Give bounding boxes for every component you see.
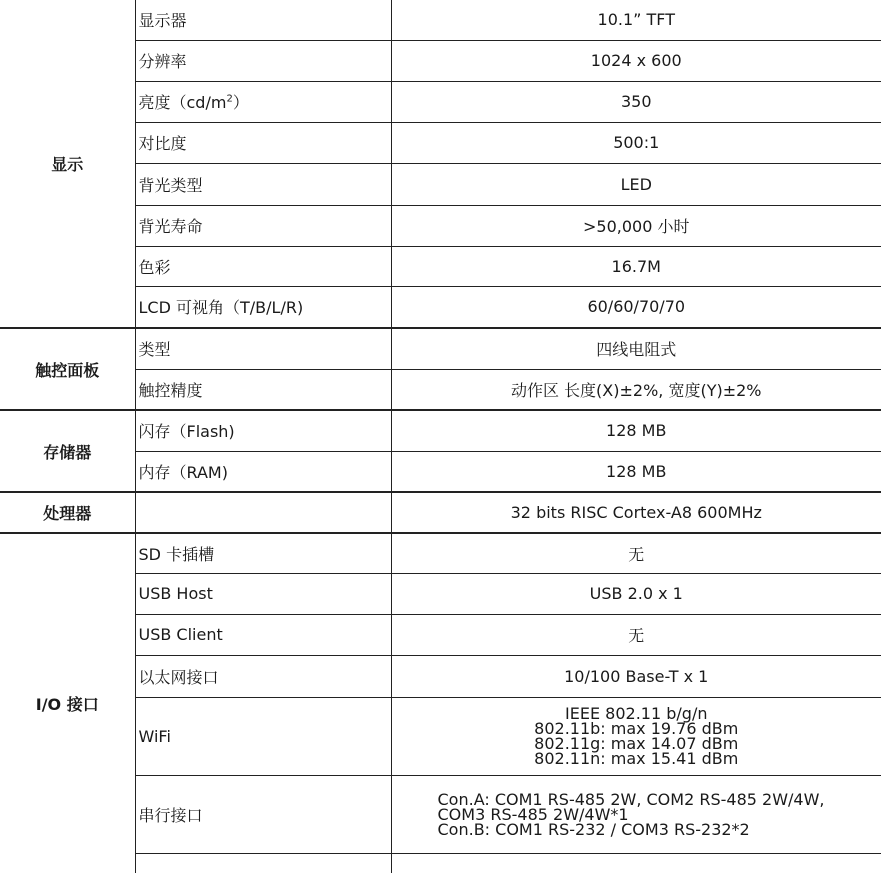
spec-key: 以太网接口 [135, 655, 391, 697]
spec-key: 闪存（Flash) [135, 410, 391, 451]
serial-line: Con.A: COM1 RS-485 2W, COM2 RS-485 2W/4W, [438, 792, 881, 807]
spec-key: WiFi [135, 697, 391, 775]
wifi-line: 802.11b: max 19.76 dBm [392, 721, 881, 736]
spec-value: 无 [391, 533, 881, 573]
spec-value: 无 [391, 614, 881, 655]
spec-row-flash [0, 410, 881, 451]
spec-key: 类型 [135, 328, 391, 369]
spec-key: 背光类型 [135, 163, 391, 205]
serial-line: COM3 RS-485 2W/4W*1 [438, 807, 881, 822]
wifi-line: 802.11g: max 14.07 dBm [392, 736, 881, 751]
spec-row-display-panel [0, 0, 881, 40]
spec-key: 对比度 [135, 122, 391, 163]
key-end: ） [233, 93, 249, 112]
spec-key: USB Client [135, 614, 391, 655]
spec-value: 四线电阻式 [391, 328, 881, 369]
spec-value: 1024 x 600 [391, 40, 881, 81]
spec-row-touch-type [0, 328, 881, 369]
category-processor: 处理器 [0, 492, 135, 533]
key-main: 亮度（cd/m [139, 93, 227, 112]
spec-key: 显示器 [135, 0, 391, 40]
spec-value-serial [391, 775, 881, 853]
spec-key: SD 卡插槽 [135, 533, 391, 573]
spec-value: >50,000 小时 [391, 205, 881, 246]
spec-key: 内存（RAM) [135, 451, 391, 492]
spec-value: 32 bits RISC Cortex-A8 600MHz [391, 492, 881, 533]
spec-row-sd-slot [0, 533, 881, 573]
spec-key-brightness [135, 81, 391, 122]
spec-key: 色彩 [135, 246, 391, 286]
spec-key: 触控精度 [135, 369, 391, 410]
spec-key: 分辨率 [135, 40, 391, 81]
spec-value: 500:1 [391, 122, 881, 163]
spec-value: 10/100 Base-T x 1 [391, 655, 881, 697]
spec-value: LED [391, 163, 881, 205]
spec-value: 10.1” TFT [391, 0, 881, 40]
spec-key [135, 492, 391, 533]
spec-value-empty [391, 853, 881, 873]
spec-value: 350 [391, 81, 881, 122]
spec-key: 串行接口 [135, 775, 391, 853]
wifi-line: IEEE 802.11 b/g/n [392, 706, 881, 721]
spec-value-wifi [391, 697, 881, 775]
spec-value: USB 2.0 x 1 [391, 573, 881, 614]
spec-key-empty [135, 853, 391, 873]
category-storage: 存储器 [0, 410, 135, 492]
key-superscript: 2 [226, 94, 232, 105]
category-touch: 触控面板 [0, 328, 135, 410]
spec-value: 动作区 长度(X)±2%, 宽度(Y)±2% [391, 369, 881, 410]
serial-line: Con.B: COM1 RS-232 / COM3 RS-232*2 [438, 822, 881, 837]
spec-value: 16.7M [391, 246, 881, 286]
spec-row-processor [0, 492, 881, 533]
spec-value: 60/60/70/70 [391, 286, 881, 328]
spec-value: 128 MB [391, 410, 881, 451]
category-io: I/O 接口 [0, 533, 135, 873]
category-display: 显示 [0, 0, 135, 328]
spec-key: LCD 可视角（T/B/L/R) [135, 286, 391, 328]
spec-key: USB Host [135, 573, 391, 614]
wifi-line: 802.11n: max 15.41 dBm [392, 751, 881, 766]
spec-value: 128 MB [391, 451, 881, 492]
spec-key: 背光寿命 [135, 205, 391, 246]
